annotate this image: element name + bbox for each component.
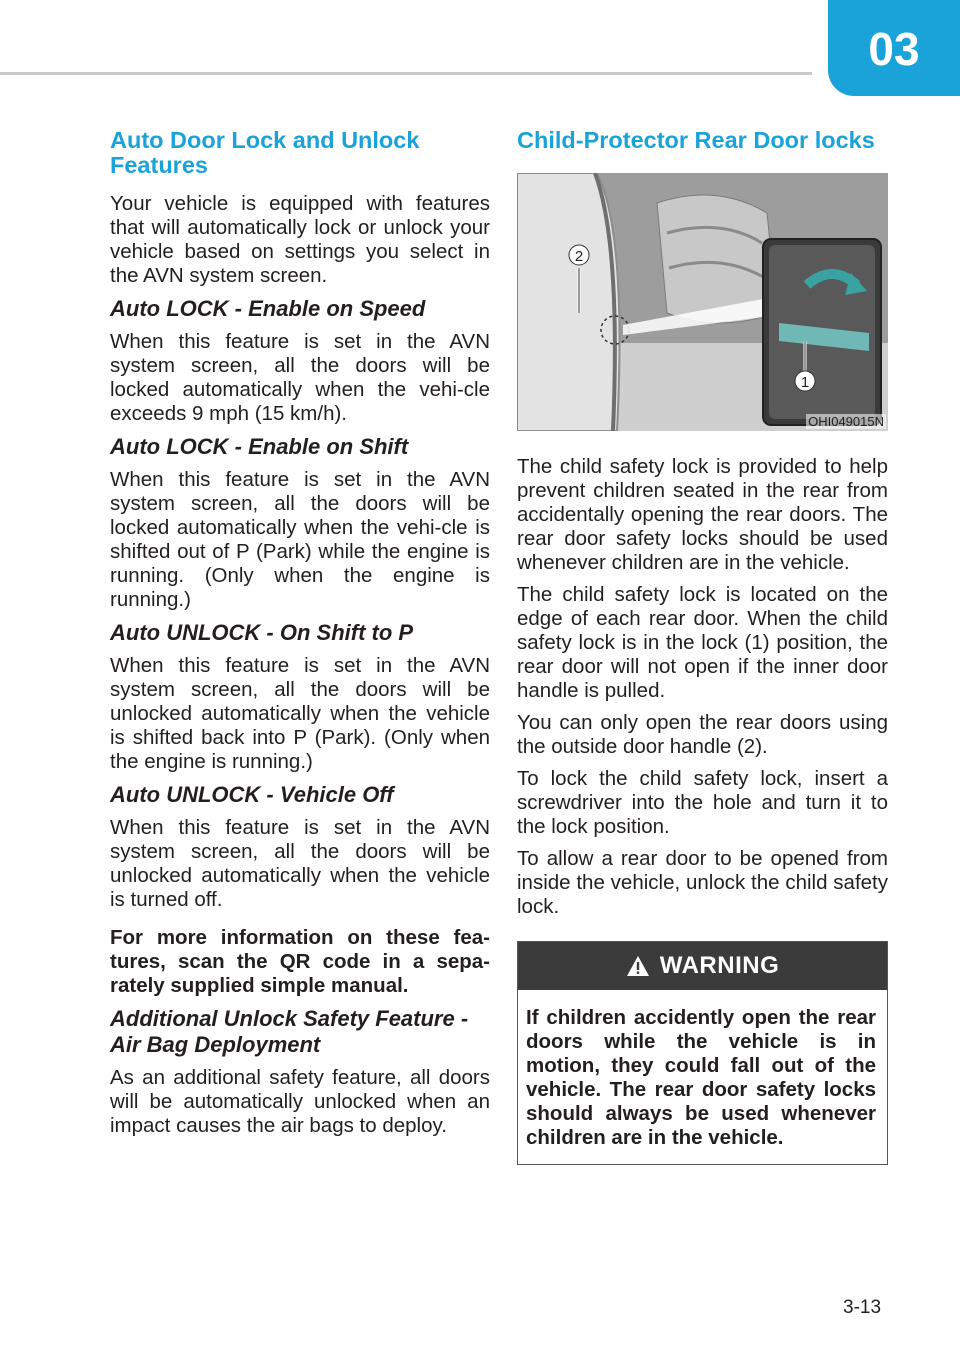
- warning-triangle-icon: [626, 955, 650, 977]
- warning-label: WARNING: [659, 952, 780, 979]
- text-auto-unlock-shift-p: When this feature is set in the AVN system screen, all the doors will be unlocked automatically when the vehicle is shifted back into P (Park). (Only when the engine is running.): [110, 654, 490, 773]
- text-auto-lock-speed: When this feature is set in the AVN system screen, all the doors will be locked automatically when the vehi-cle exceeds 9 mph (15 km/h).: [110, 330, 490, 425]
- right-column: [517, 128, 888, 1165]
- heading-auto-lock-speed: Auto LOCK - Enable on Speed: [110, 296, 426, 321]
- page-number: 3-13: [843, 1297, 882, 1318]
- text-auto-lock-shift: When this feature is set in the AVN system screen, all the doors will be locked automatically when the vehi-cle is shifted out of P (Park) while the engine is running. (Only when the engine is running.): [110, 468, 490, 611]
- callout-1-label: 1: [800, 374, 810, 391]
- warning-text: If children accidently open the rear doors while the vehicle is in motion, they could fall out of the vehicle. The rear door safety locks should always be used whenever children are in the vehicle.: [526, 1006, 876, 1149]
- header-rule: [0, 72, 812, 75]
- section-title-auto-door-lock: Auto Door Lock and Unlock Features: [110, 127, 420, 178]
- intro-paragraph: Your vehicle is equipped with features that will automatically lock or unlock your vehicle based on settings you select in the AVN system screen.: [110, 192, 490, 287]
- heading-additional-unlock: Additional Unlock Safety Feature - Air Bag Deployment: [110, 1006, 469, 1057]
- text-additional-unlock: As an additional safety feature, all doors will be automatically unlocked when an impact causes the air bags to deploy.: [110, 1066, 490, 1137]
- text-auto-unlock-vehicle-off: When this feature is set in the AVN system screen, all the doors will be unlocked automatically when the vehicle is turned off.: [110, 816, 490, 911]
- child-lock-paragraph-1: The child safety lock is provided to help prevent children seated in the rear from accidentally opening the rear doors. The rear door safety locks should be used whenever children are in the vehicle.: [517, 455, 888, 574]
- heading-auto-lock-shift: Auto LOCK - Enable on Shift: [110, 434, 409, 459]
- heading-auto-unlock-vehicle-off: Auto UNLOCK - Vehicle Off: [110, 782, 394, 807]
- child-lock-paragraph-2: The child safety lock is located on the edge of each rear door. When the child safety lock is in the lock (1) position, the rear door will not open if the inner door handle is pulled.: [517, 583, 888, 702]
- left-column: [110, 128, 490, 1146]
- callout-2-label: 2: [574, 248, 584, 265]
- heading-auto-unlock-shift-p: Auto UNLOCK - On Shift to P: [110, 620, 414, 645]
- chapter-tab: 03: [828, 0, 960, 96]
- child-lock-paragraph-3: You can only open the rear doors using the outside door handle (2).: [517, 711, 888, 758]
- child-lock-paragraph-5: To allow a rear door to be opened from inside the vehicle, unlock the child safety lock.: [517, 847, 888, 918]
- door-illustration: [517, 173, 888, 431]
- qr-note: For more information on these fea-tures, scan the QR code in a sepa-rately supplied simple manual.: [110, 926, 490, 997]
- child-lock-figure: [517, 173, 888, 431]
- section-title-child-protector: Child-Protector Rear Door locks: [517, 127, 875, 153]
- figure-code: OHI049015N: [808, 414, 884, 429]
- warning-header: [518, 942, 887, 990]
- warning-box: [517, 941, 888, 1165]
- child-lock-paragraph-4: To lock the child safety lock, insert a screwdriver into the hole and turn it to the lock position.: [517, 767, 888, 838]
